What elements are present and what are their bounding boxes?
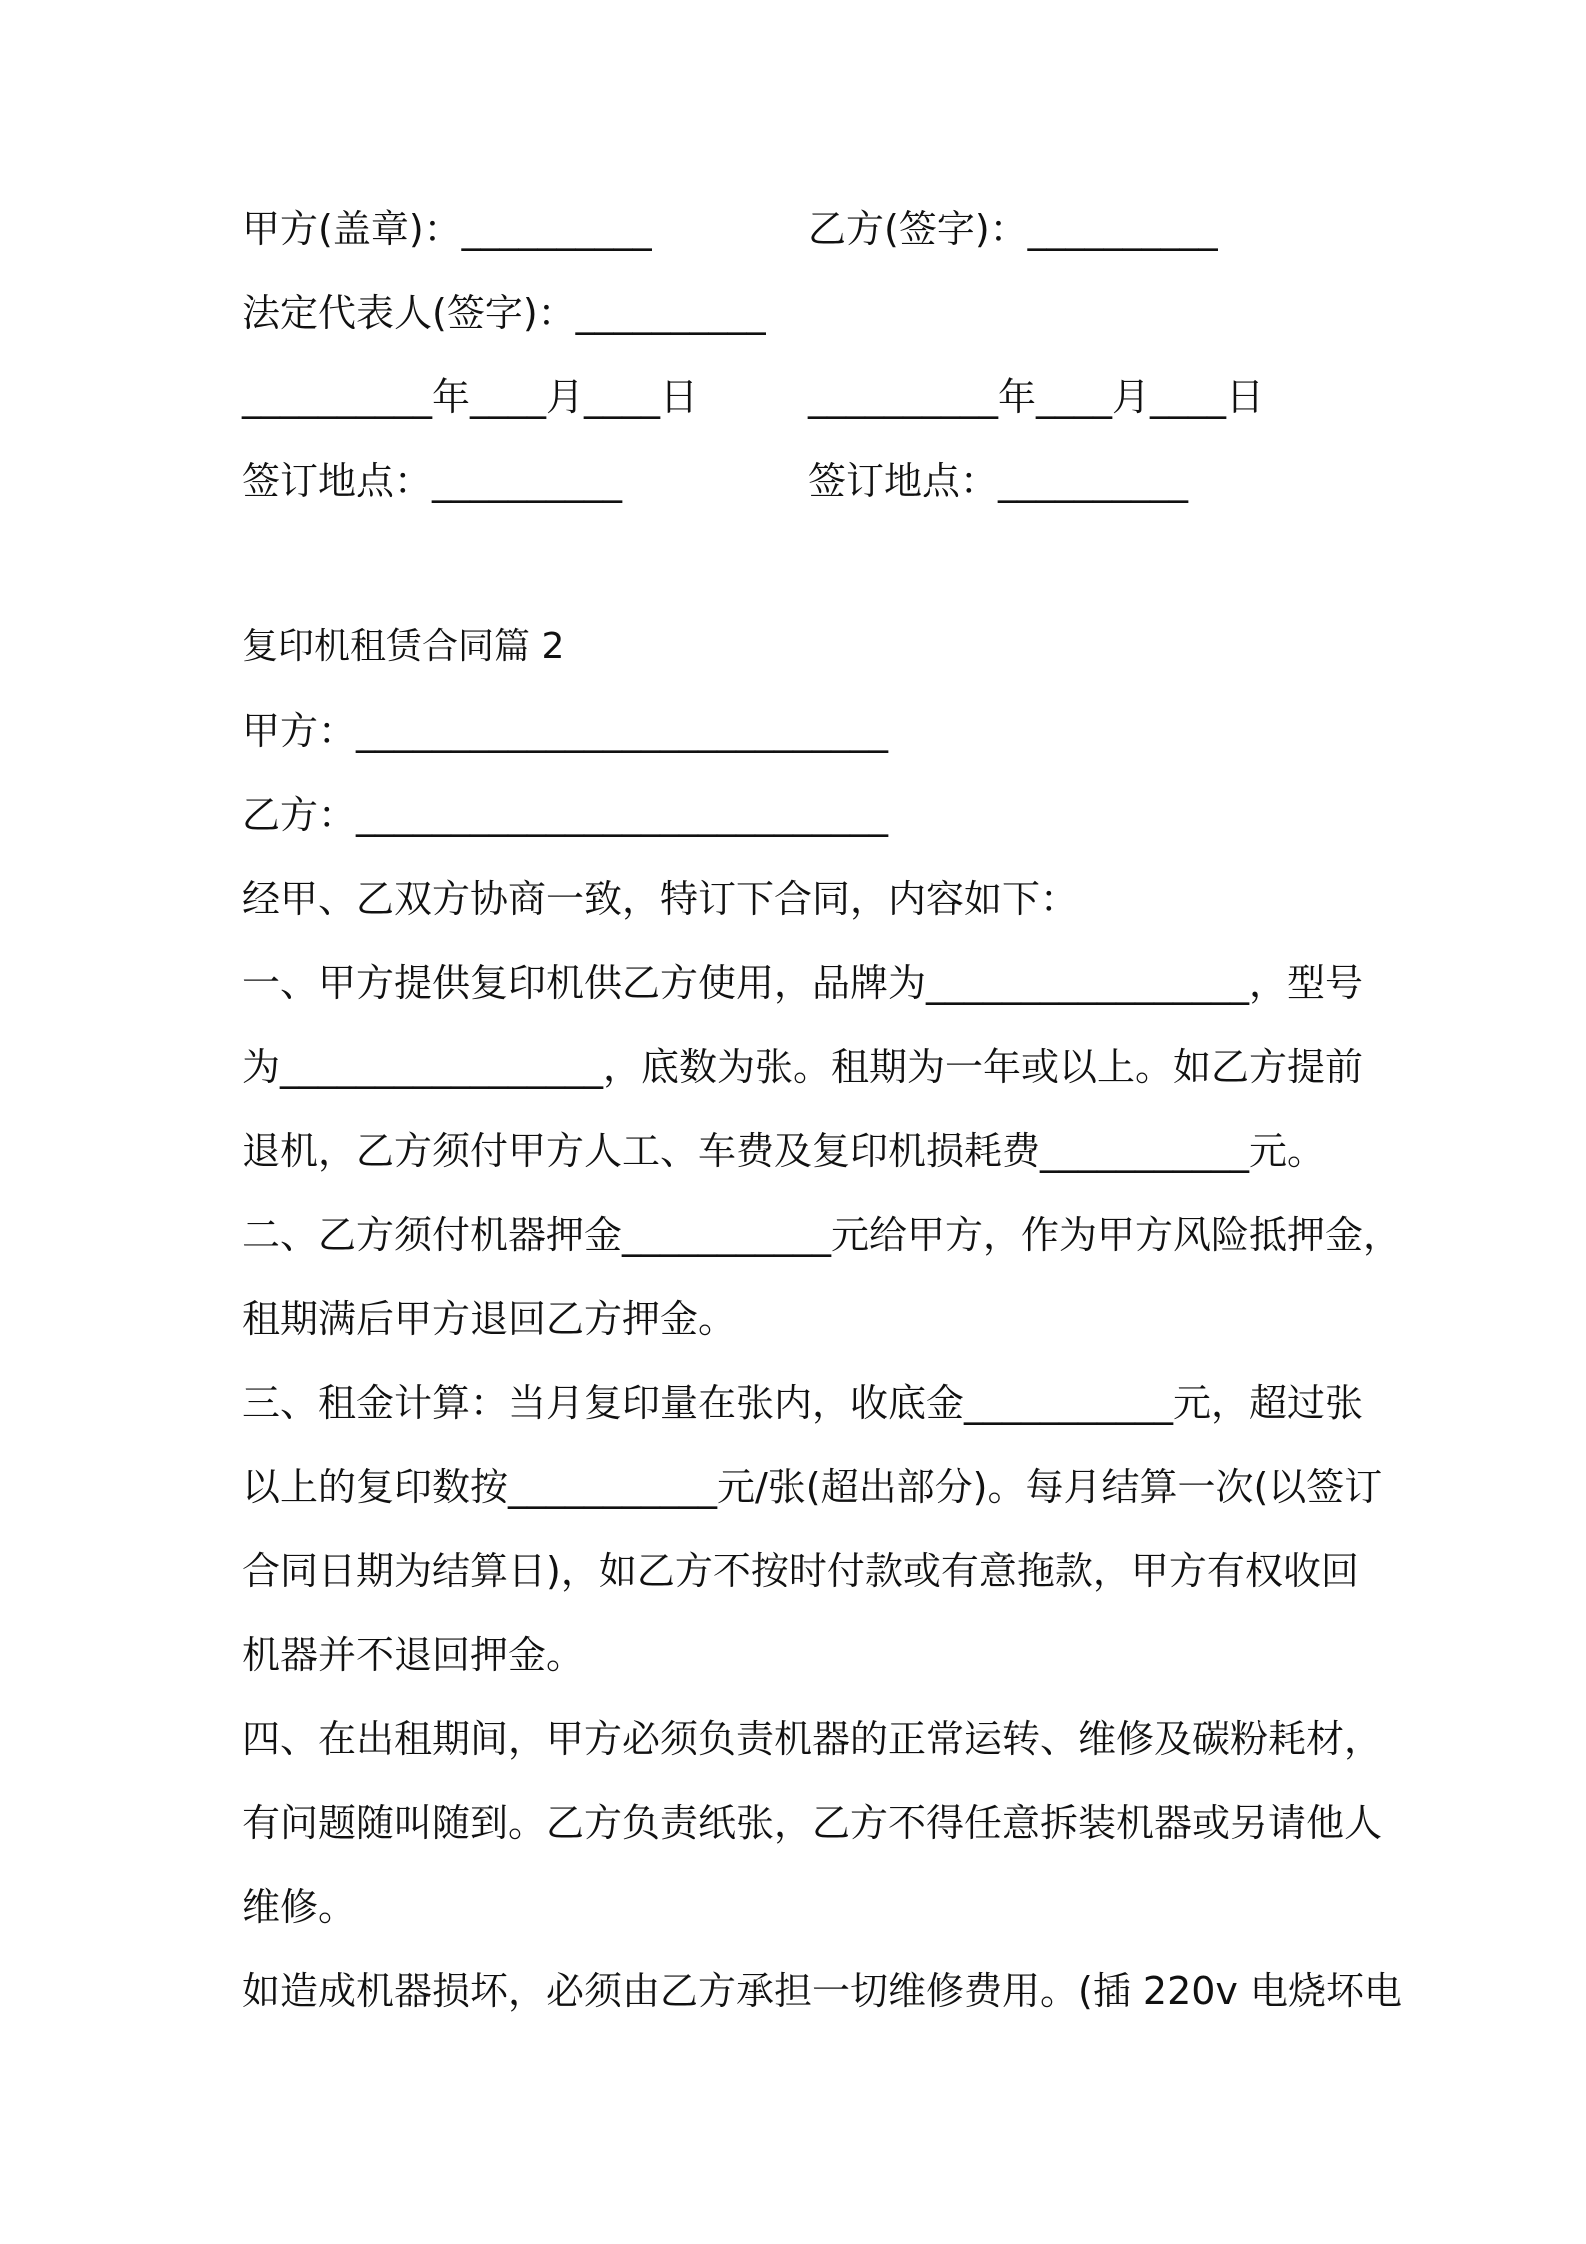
paragraph-line: 合同日期为结算日)，如乙方不按时付款或有意拖款，甲方有权收回	[242, 1549, 1359, 1593]
contract-title: 复印机租赁合同篇 2	[242, 626, 565, 667]
legal-rep-line: 法定代表人(签字)：__________	[242, 291, 766, 335]
place-a-line: 签订地点：__________	[242, 459, 623, 503]
party-b-sign-line: 乙方(签字)：__________	[808, 207, 1218, 251]
paragraph-line: 有问题随叫随到。乙方负责纸张，乙方不得任意拆装机器或另请他人	[242, 1801, 1383, 1845]
party-a-line: 甲方：____________________________	[242, 709, 889, 753]
paragraph-line: 一、甲方提供复印机供乙方使用，品牌为_________________，型号	[242, 961, 1364, 1005]
paragraph-line: 二、乙方须付机器押金___________元给甲方，作为甲方风险抵押金，	[242, 1213, 1402, 1257]
paragraph-line: 如造成机器损坏，必须由乙方承担一切维修费用。(插 220v 电烧坏电	[242, 1969, 1403, 2013]
paragraph-line: 机器并不退回押金。	[242, 1633, 585, 1677]
date-a-line: __________年____月____日	[242, 375, 699, 419]
paragraph-line: 维修。	[242, 1885, 357, 1929]
paragraph-line: 退机，乙方须付甲方人工、车费及复印机损耗费___________元。	[242, 1129, 1326, 1173]
place-b-line: 签订地点：__________	[808, 459, 1189, 503]
date-b-line: __________年____月____日	[808, 375, 1265, 419]
paragraph-line: 四、在出租期间，甲方必须负责机器的正常运转、维修及碳粉耗材，	[242, 1717, 1383, 1761]
party-a-seal-line: 甲方(盖章)：__________	[242, 207, 652, 251]
paragraph-line: 为_________________，底数为张。租期为一年或以上。如乙方提前	[242, 1045, 1364, 1089]
party-b-line: 乙方：____________________________	[242, 793, 889, 837]
paragraph-line: 三、租金计算：当月复印量在张内，收底金___________元，超过张	[242, 1381, 1364, 1425]
paragraph-line: 租期满后甲方退回乙方押金。	[242, 1297, 737, 1341]
paragraph-line: 经甲、乙双方协商一致，特订下合同，内容如下：	[242, 877, 1079, 921]
paragraph-line: 以上的复印数按___________元/张(超出部分)。每月结算一次(以签订	[242, 1465, 1383, 1509]
